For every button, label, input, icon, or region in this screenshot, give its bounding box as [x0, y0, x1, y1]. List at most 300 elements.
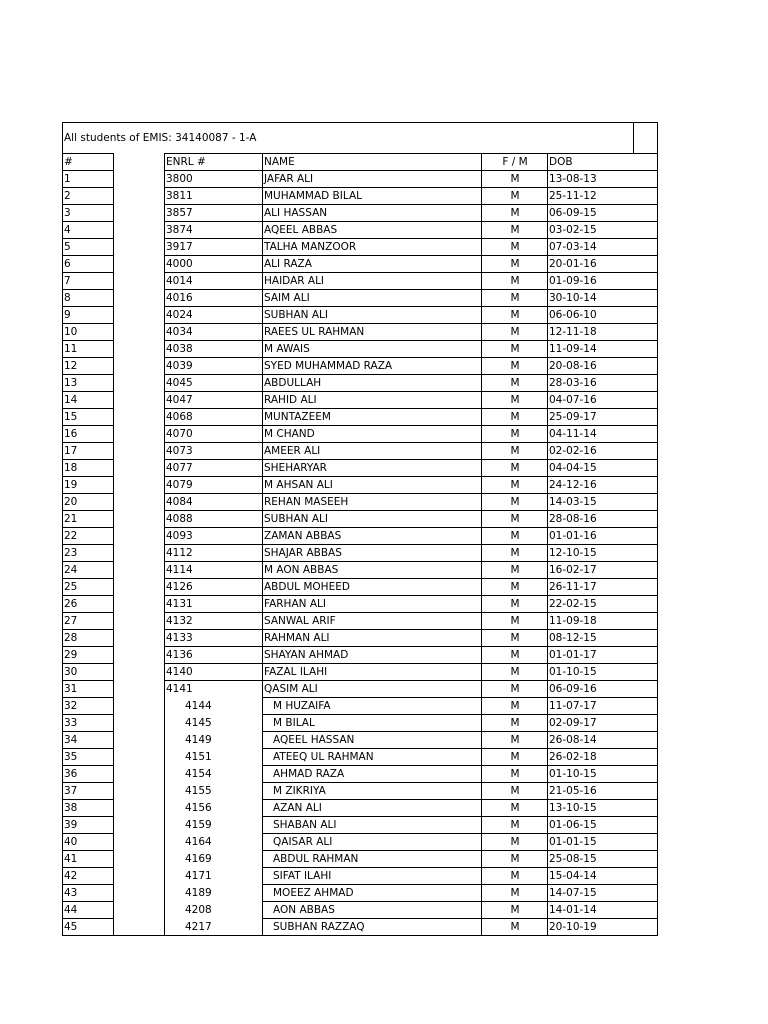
row-enrl: 4156	[165, 800, 263, 817]
row-number: 7	[63, 273, 114, 290]
row-blank	[114, 664, 165, 681]
row-name: FARHAN ALI	[263, 596, 482, 613]
row-number: 29	[63, 647, 114, 664]
table-row	[63, 698, 658, 715]
row-gender: M	[482, 664, 548, 681]
header-row	[63, 154, 658, 171]
row-name: M BILAL	[263, 715, 482, 732]
row-blank	[114, 273, 165, 290]
table-row	[63, 834, 658, 851]
row-name: QAISAR ALI	[263, 834, 482, 851]
row-number: 20	[63, 494, 114, 511]
row-enrl: 4140	[165, 664, 263, 681]
row-enrl: 4038	[165, 341, 263, 358]
row-enrl: 4169	[165, 851, 263, 868]
table-row	[63, 919, 658, 936]
row-blank	[114, 443, 165, 460]
row-enrl: 4171	[165, 868, 263, 885]
row-blank	[114, 885, 165, 902]
table-row	[63, 851, 658, 868]
row-gender: M	[482, 307, 548, 324]
table-row	[63, 460, 658, 477]
table-row	[63, 239, 658, 256]
row-blank	[114, 205, 165, 222]
row-enrl: 4136	[165, 647, 263, 664]
row-number: 36	[63, 766, 114, 783]
row-gender: M	[482, 392, 548, 409]
header-enrl: ENRL #	[165, 154, 263, 171]
table-row	[63, 562, 658, 579]
row-enrl: 4070	[165, 426, 263, 443]
row-gender: M	[482, 613, 548, 630]
row-name: ATEEQ UL RAHMAN	[263, 749, 482, 766]
row-blank	[114, 766, 165, 783]
row-dob: 13-08-13	[548, 171, 658, 188]
row-enrl: 4208	[165, 902, 263, 919]
row-number: 18	[63, 460, 114, 477]
row-enrl: 4077	[165, 460, 263, 477]
row-gender: M	[482, 766, 548, 783]
row-number: 14	[63, 392, 114, 409]
row-enrl: 4024	[165, 307, 263, 324]
row-name: JAFAR ALI	[263, 171, 482, 188]
row-number: 45	[63, 919, 114, 936]
row-gender: M	[482, 749, 548, 766]
table-row	[63, 290, 658, 307]
table-row	[63, 545, 658, 562]
row-gender: M	[482, 800, 548, 817]
row-dob: 25-11-12	[548, 188, 658, 205]
row-gender: M	[482, 681, 548, 698]
row-number: 43	[63, 885, 114, 902]
row-dob: 12-10-15	[548, 545, 658, 562]
row-enrl: 4126	[165, 579, 263, 596]
row-number: 35	[63, 749, 114, 766]
row-blank	[114, 358, 165, 375]
row-gender: M	[482, 494, 548, 511]
row-blank	[114, 596, 165, 613]
row-blank	[114, 698, 165, 715]
row-enrl: 4164	[165, 834, 263, 851]
row-number: 10	[63, 324, 114, 341]
row-gender: M	[482, 545, 548, 562]
table-row	[63, 171, 658, 188]
header-dob: DOB	[548, 154, 658, 171]
table-row	[63, 358, 658, 375]
row-name: ALI HASSAN	[263, 205, 482, 222]
row-enrl: 4000	[165, 256, 263, 273]
row-blank	[114, 222, 165, 239]
row-enrl: 4154	[165, 766, 263, 783]
row-blank	[114, 460, 165, 477]
row-dob: 26-11-17	[548, 579, 658, 596]
table-row	[63, 579, 658, 596]
row-dob: 06-09-15	[548, 205, 658, 222]
row-dob: 08-12-15	[548, 630, 658, 647]
row-number: 11	[63, 341, 114, 358]
row-gender: M	[482, 375, 548, 392]
row-number: 6	[63, 256, 114, 273]
row-number: 4	[63, 222, 114, 239]
table-row	[63, 800, 658, 817]
header-name: NAME	[263, 154, 482, 171]
row-name: M ZIKRIYA	[263, 783, 482, 800]
row-number: 44	[63, 902, 114, 919]
row-enrl: 4039	[165, 358, 263, 375]
row-gender: M	[482, 426, 548, 443]
row-gender: M	[482, 290, 548, 307]
row-blank	[114, 477, 165, 494]
row-number: 1	[63, 171, 114, 188]
table-row	[63, 766, 658, 783]
row-dob: 26-08-14	[548, 732, 658, 749]
row-name: MOEEZ AHMAD	[263, 885, 482, 902]
table-row	[63, 188, 658, 205]
row-number: 24	[63, 562, 114, 579]
table-row	[63, 596, 658, 613]
row-gender: M	[482, 715, 548, 732]
row-blank	[114, 188, 165, 205]
row-enrl: 4151	[165, 749, 263, 766]
table-row	[63, 324, 658, 341]
table-row	[63, 256, 658, 273]
row-dob: 30-10-14	[548, 290, 658, 307]
table-row	[63, 528, 658, 545]
table-row	[63, 511, 658, 528]
row-name: SHEHARYAR	[263, 460, 482, 477]
row-dob: 11-09-18	[548, 613, 658, 630]
row-blank	[114, 256, 165, 273]
row-dob: 01-09-16	[548, 273, 658, 290]
row-blank	[114, 494, 165, 511]
row-name: FAZAL ILAHI	[263, 664, 482, 681]
row-name: SUBHAN RAZZAQ	[263, 919, 482, 936]
row-dob: 01-01-16	[548, 528, 658, 545]
header-blank	[114, 154, 165, 171]
row-blank	[114, 375, 165, 392]
row-dob: 01-01-17	[548, 647, 658, 664]
row-gender: M	[482, 579, 548, 596]
row-gender: M	[482, 851, 548, 868]
row-dob: 02-02-16	[548, 443, 658, 460]
row-enrl: 4084	[165, 494, 263, 511]
row-name: ABDULLAH	[263, 375, 482, 392]
row-gender: M	[482, 817, 548, 834]
row-number: 40	[63, 834, 114, 851]
row-dob: 07-03-14	[548, 239, 658, 256]
row-blank	[114, 171, 165, 188]
row-blank	[114, 919, 165, 936]
row-blank	[114, 426, 165, 443]
row-dob: 15-04-14	[548, 868, 658, 885]
row-name: AHMAD RAZA	[263, 766, 482, 783]
row-name: MUHAMMAD BILAL	[263, 188, 482, 205]
table-row	[63, 205, 658, 222]
table-row	[63, 307, 658, 324]
table-row	[63, 885, 658, 902]
row-dob: 04-11-14	[548, 426, 658, 443]
row-gender: M	[482, 868, 548, 885]
row-dob: 06-09-16	[548, 681, 658, 698]
row-gender: M	[482, 919, 548, 936]
row-gender: M	[482, 188, 548, 205]
row-number: 2	[63, 188, 114, 205]
row-enrl: 3917	[165, 239, 263, 256]
row-number: 12	[63, 358, 114, 375]
row-gender: M	[482, 460, 548, 477]
row-dob: 01-06-15	[548, 817, 658, 834]
table-row	[63, 222, 658, 239]
row-enrl: 4149	[165, 732, 263, 749]
row-name: QASIM ALI	[263, 681, 482, 698]
row-name: SHAJAR ABBAS	[263, 545, 482, 562]
row-gender: M	[482, 358, 548, 375]
row-enrl: 4079	[165, 477, 263, 494]
row-gender: M	[482, 222, 548, 239]
row-name: SAIM ALI	[263, 290, 482, 307]
row-dob: 03-02-15	[548, 222, 658, 239]
row-dob: 28-03-16	[548, 375, 658, 392]
row-name: M HUZAIFA	[263, 698, 482, 715]
table-row	[63, 902, 658, 919]
header-gender: F / M	[482, 154, 548, 171]
row-blank	[114, 783, 165, 800]
row-dob: 11-09-14	[548, 341, 658, 358]
row-enrl: 4132	[165, 613, 263, 630]
row-dob: 11-07-17	[548, 698, 658, 715]
row-blank	[114, 630, 165, 647]
row-enrl: 4159	[165, 817, 263, 834]
row-gender: M	[482, 477, 548, 494]
row-number: 33	[63, 715, 114, 732]
row-gender: M	[482, 409, 548, 426]
row-blank	[114, 851, 165, 868]
row-dob: 20-10-19	[548, 919, 658, 936]
row-enrl: 3874	[165, 222, 263, 239]
row-name: ABDUL MOHEED	[263, 579, 482, 596]
row-name: AMEER ALI	[263, 443, 482, 460]
row-blank	[114, 409, 165, 426]
row-gender: M	[482, 732, 548, 749]
row-enrl: 4189	[165, 885, 263, 902]
row-gender: M	[482, 443, 548, 460]
row-blank	[114, 511, 165, 528]
table-row	[63, 426, 658, 443]
table-row	[63, 664, 658, 681]
row-name: AZAN ALI	[263, 800, 482, 817]
row-blank	[114, 307, 165, 324]
row-gender: M	[482, 647, 548, 664]
row-dob: 01-01-15	[548, 834, 658, 851]
row-number: 3	[63, 205, 114, 222]
row-number: 31	[63, 681, 114, 698]
row-blank	[114, 868, 165, 885]
row-dob: 02-09-17	[548, 715, 658, 732]
row-enrl: 4145	[165, 715, 263, 732]
sheet-title: All students of EMIS: 34140087 - 1-A	[63, 123, 634, 154]
row-dob: 13-10-15	[548, 800, 658, 817]
row-enrl: 4112	[165, 545, 263, 562]
row-blank	[114, 902, 165, 919]
student-table	[62, 122, 658, 936]
row-name: M AWAIS	[263, 341, 482, 358]
row-name: RAHID ALI	[263, 392, 482, 409]
row-enrl: 4088	[165, 511, 263, 528]
table-row	[63, 868, 658, 885]
row-number: 16	[63, 426, 114, 443]
row-dob: 25-08-15	[548, 851, 658, 868]
row-enrl: 4068	[165, 409, 263, 426]
row-gender: M	[482, 562, 548, 579]
row-name: M AON ABBAS	[263, 562, 482, 579]
row-dob: 16-02-17	[548, 562, 658, 579]
row-name: SIFAT ILAHI	[263, 868, 482, 885]
row-name: ZAMAN ABBAS	[263, 528, 482, 545]
row-number: 15	[63, 409, 114, 426]
row-blank	[114, 732, 165, 749]
row-name: SUBHAN ALI	[263, 307, 482, 324]
row-number: 26	[63, 596, 114, 613]
row-gender: M	[482, 341, 548, 358]
row-name: RAEES UL RAHMAN	[263, 324, 482, 341]
row-blank	[114, 834, 165, 851]
row-enrl: 4133	[165, 630, 263, 647]
row-number: 13	[63, 375, 114, 392]
row-dob: 01-10-15	[548, 766, 658, 783]
row-number: 34	[63, 732, 114, 749]
row-name: SHAYAN AHMAD	[263, 647, 482, 664]
row-gender: M	[482, 596, 548, 613]
row-blank	[114, 239, 165, 256]
row-number: 37	[63, 783, 114, 800]
row-gender: M	[482, 273, 548, 290]
table-row	[63, 494, 658, 511]
row-number: 27	[63, 613, 114, 630]
row-blank	[114, 392, 165, 409]
row-blank	[114, 528, 165, 545]
row-enrl: 4034	[165, 324, 263, 341]
row-number: 42	[63, 868, 114, 885]
row-name: RAHMAN ALI	[263, 630, 482, 647]
row-enrl: 3811	[165, 188, 263, 205]
row-dob: 14-01-14	[548, 902, 658, 919]
row-gender: M	[482, 511, 548, 528]
table-row	[63, 613, 658, 630]
row-number: 32	[63, 698, 114, 715]
row-dob: 06-06-10	[548, 307, 658, 324]
table-row	[63, 409, 658, 426]
table-row	[63, 647, 658, 664]
row-dob: 28-08-16	[548, 511, 658, 528]
row-gender: M	[482, 698, 548, 715]
row-number: 5	[63, 239, 114, 256]
row-enrl: 4073	[165, 443, 263, 460]
row-enrl: 3800	[165, 171, 263, 188]
row-number: 28	[63, 630, 114, 647]
table-row	[63, 392, 658, 409]
row-name: SYED MUHAMMAD RAZA	[263, 358, 482, 375]
row-dob: 04-04-15	[548, 460, 658, 477]
row-name: AQEEL ABBAS	[263, 222, 482, 239]
row-name: SHABAN ALI	[263, 817, 482, 834]
row-gender: M	[482, 205, 548, 222]
row-blank	[114, 647, 165, 664]
row-enrl: 4217	[165, 919, 263, 936]
row-blank	[114, 341, 165, 358]
row-dob: 22-02-15	[548, 596, 658, 613]
table-row	[63, 341, 658, 358]
header-num: #	[63, 154, 114, 171]
row-enrl: 4131	[165, 596, 263, 613]
title-row	[63, 123, 658, 154]
row-number: 9	[63, 307, 114, 324]
table-row	[63, 749, 658, 766]
table-row	[63, 681, 658, 698]
row-number: 41	[63, 851, 114, 868]
row-enrl: 4141	[165, 681, 263, 698]
row-name: AQEEL HASSAN	[263, 732, 482, 749]
table-row	[63, 273, 658, 290]
row-number: 23	[63, 545, 114, 562]
row-enrl: 4144	[165, 698, 263, 715]
row-number: 8	[63, 290, 114, 307]
row-number: 22	[63, 528, 114, 545]
row-dob: 25-09-17	[548, 409, 658, 426]
row-name: M CHAND	[263, 426, 482, 443]
table-row	[63, 715, 658, 732]
row-gender: M	[482, 528, 548, 545]
table-row	[63, 783, 658, 800]
row-gender: M	[482, 783, 548, 800]
row-name: SANWAL ARIF	[263, 613, 482, 630]
row-gender: M	[482, 885, 548, 902]
row-dob: 04-07-16	[548, 392, 658, 409]
table-row	[63, 732, 658, 749]
table-row	[63, 817, 658, 834]
row-blank	[114, 800, 165, 817]
row-enrl: 4016	[165, 290, 263, 307]
row-blank	[114, 324, 165, 341]
row-gender: M	[482, 324, 548, 341]
row-dob: 24-12-16	[548, 477, 658, 494]
row-number: 30	[63, 664, 114, 681]
row-blank	[114, 579, 165, 596]
row-enrl: 3857	[165, 205, 263, 222]
row-blank	[114, 749, 165, 766]
row-enrl: 4155	[165, 783, 263, 800]
row-blank	[114, 545, 165, 562]
row-dob: 12-11-18	[548, 324, 658, 341]
row-number: 17	[63, 443, 114, 460]
row-name: MUNTAZEEM	[263, 409, 482, 426]
row-blank	[114, 681, 165, 698]
row-enrl: 4093	[165, 528, 263, 545]
row-gender: M	[482, 239, 548, 256]
row-gender: M	[482, 630, 548, 647]
row-number: 39	[63, 817, 114, 834]
table-row	[63, 630, 658, 647]
row-blank	[114, 817, 165, 834]
row-dob: 20-08-16	[548, 358, 658, 375]
row-name: M AHSAN ALI	[263, 477, 482, 494]
row-enrl: 4014	[165, 273, 263, 290]
row-name: AON ABBAS	[263, 902, 482, 919]
row-blank	[114, 290, 165, 307]
table-row	[63, 375, 658, 392]
row-dob: 01-10-15	[548, 664, 658, 681]
row-dob: 21-05-16	[548, 783, 658, 800]
row-number: 38	[63, 800, 114, 817]
